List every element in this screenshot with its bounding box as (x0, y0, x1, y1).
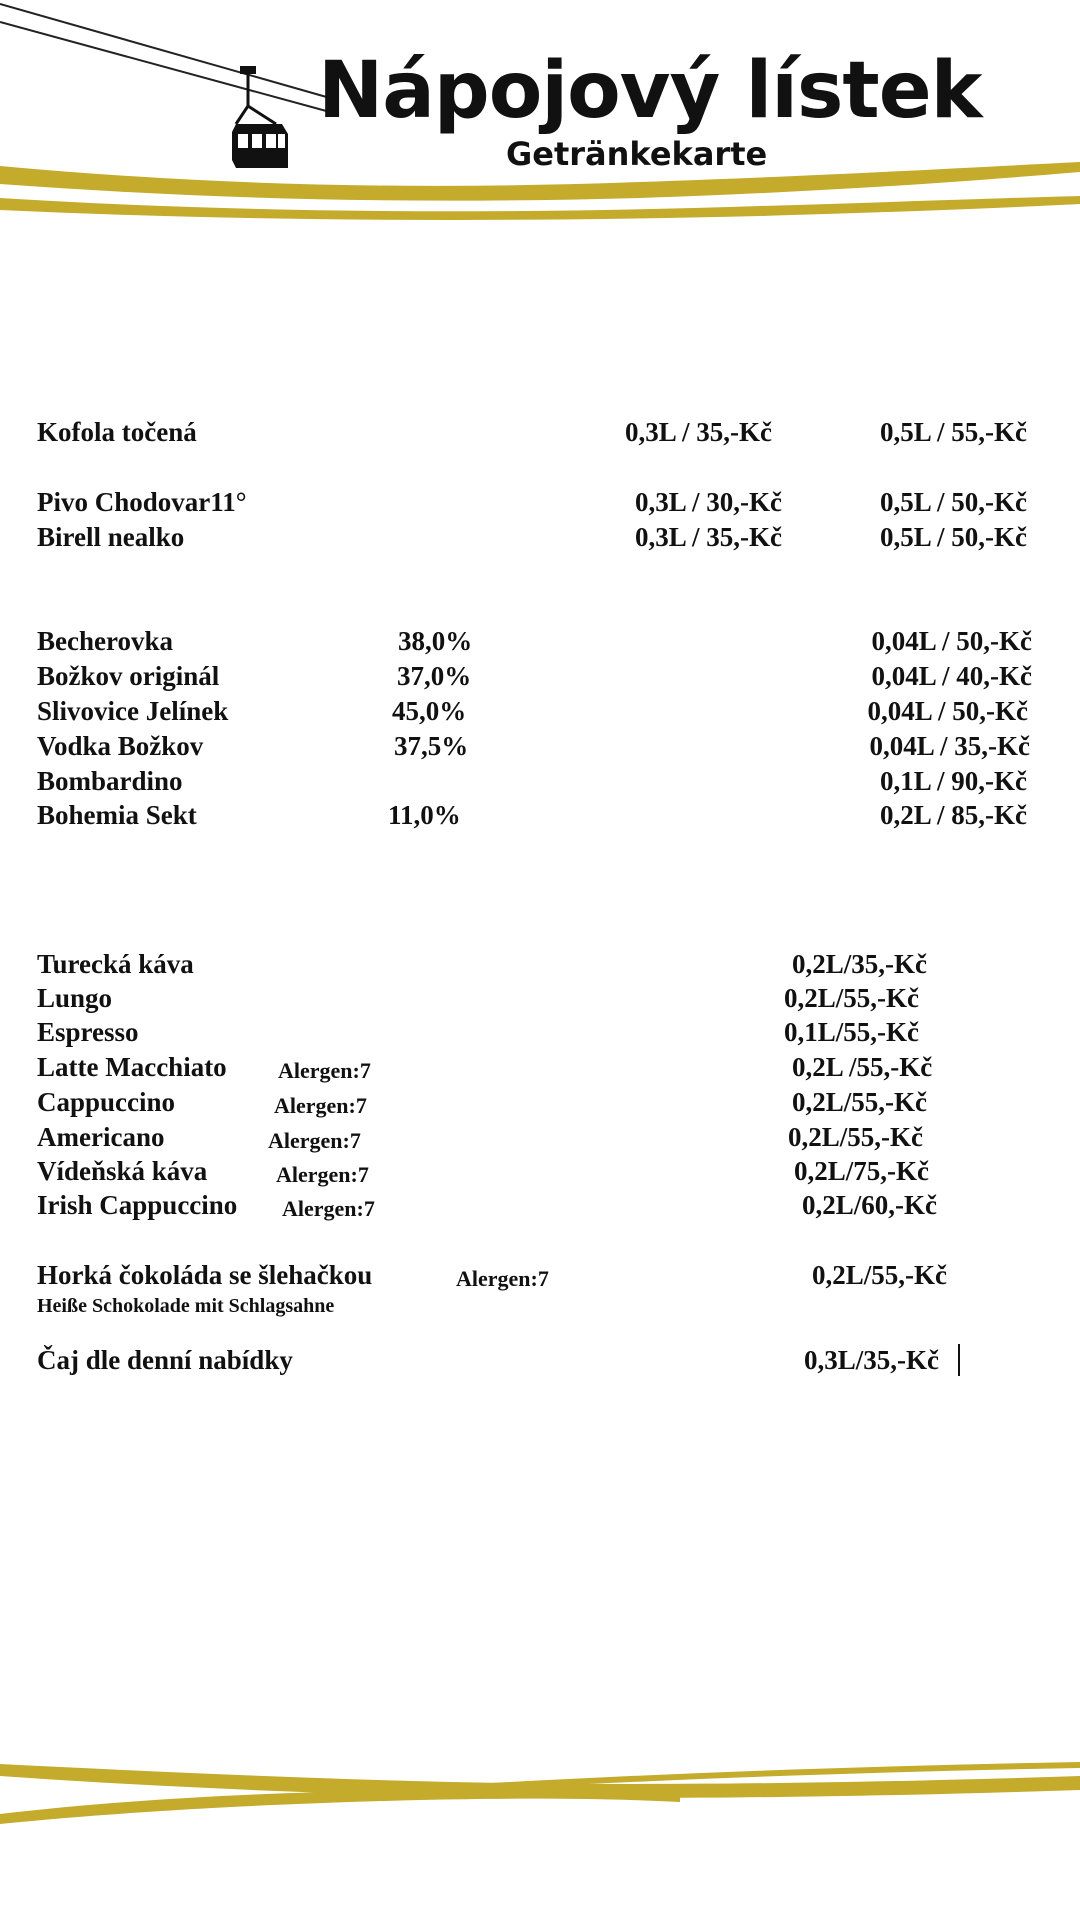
menu-item-name: Kofola točená (37, 417, 197, 447)
menu-item-name: Espresso (37, 1017, 139, 1047)
menu-item-price: 0,2L/60,-Kč (802, 1190, 937, 1220)
menu-item-name: Americano (37, 1122, 165, 1152)
menu-item-name: Vídeňská káva (37, 1156, 208, 1186)
menu-item-name: Slivovice Jelínek (37, 696, 229, 726)
menu-item-price: 0,2L/55,-Kč (792, 1087, 927, 1117)
menu-item-price: 0,04L / 50,-Kč (867, 696, 1028, 726)
menu-item-name: Lungo (37, 983, 113, 1013)
menu-item-price: 0,2L/55,-Kč (784, 983, 919, 1013)
menu-item-name: Pivo Chodovar11° (37, 487, 247, 517)
menu-item-price-large: 0,5L / 55,-Kč (880, 417, 1027, 447)
text-cursor (958, 1344, 960, 1376)
menu-item-abv: 45,0% (392, 696, 467, 726)
menu-item-price: 0,2L/55,-Kč (812, 1260, 947, 1290)
menu-item-price-small: 0,3L / 35,-Kč (625, 417, 772, 447)
menu-item-price: 0,3L/35,-Kč (804, 1345, 939, 1375)
page-title: Nápojový lístek (318, 46, 982, 136)
menu-item-abv: 37,0% (397, 661, 472, 691)
menu-item-price: 0,04L / 35,-Kč (869, 731, 1030, 761)
page-subtitle: Getränkekarte (506, 135, 768, 173)
menu-item-name: Irish Cappuccino (37, 1190, 238, 1220)
menu-item-price: 0,2L /55,-Kč (792, 1052, 933, 1082)
allergen-label: Alergen:7 (268, 1128, 361, 1153)
menu-item-price: 0,1L/55,-Kč (784, 1017, 919, 1047)
menu-item-abv: 11,0% (388, 800, 461, 830)
menu-item-translation: Heiße Schokolade mit Schlagsahne (37, 1295, 335, 1317)
menu-item-name: Cappuccino (37, 1087, 176, 1117)
allergen-label: Alergen:7 (274, 1093, 367, 1118)
menu-item-price-large: 0,5L / 50,-Kč (880, 487, 1027, 517)
allergen-label: Alergen:7 (278, 1058, 371, 1083)
allergen-label: Alergen:7 (456, 1266, 549, 1291)
menu-item-abv: 37,5% (394, 731, 469, 761)
menu-item-price-small: 0,3L / 30,-Kč (635, 487, 782, 517)
menu-item-price: 0,2L / 85,-Kč (880, 800, 1027, 830)
menu-item-name: Vodka Božkov (37, 731, 204, 761)
allergen-label: Alergen:7 (282, 1196, 375, 1221)
menu-item-name: Becherovka (37, 626, 173, 656)
menu-item-name: Božkov originál (37, 661, 220, 691)
menu-item-price-large: 0,5L / 50,-Kč (880, 522, 1027, 552)
menu-item-name: Latte Macchiato (37, 1052, 227, 1082)
menu-item-name: Turecká káva (37, 949, 194, 979)
menu-item-name: Bombardino (37, 766, 183, 796)
footer-decoration (0, 1740, 1080, 1840)
menu-item-abv: 38,0% (398, 626, 473, 656)
menu-item-price: 0,2L/55,-Kč (788, 1122, 923, 1152)
menu-item-price: 0,1L / 90,-Kč (880, 766, 1027, 796)
allergen-label: Alergen:7 (276, 1162, 369, 1187)
menu-item-name: Bohemia Sekt (37, 800, 197, 830)
menu-item-price: 0,04L / 40,-Kč (871, 661, 1032, 691)
menu-item-name: Birell nealko (37, 522, 185, 552)
menu-item-name: Čaj dle denní nabídky (37, 1345, 293, 1375)
menu-item-price: 0,2L/35,-Kč (792, 949, 927, 979)
menu-item-name: Horká čokoláda se šlehačkou (37, 1260, 373, 1290)
menu-item-price: 0,2L/75,-Kč (794, 1156, 929, 1186)
menu-item-price-small: 0,3L / 35,-Kč (635, 522, 782, 552)
menu-item-price: 0,04L / 50,-Kč (871, 626, 1032, 656)
